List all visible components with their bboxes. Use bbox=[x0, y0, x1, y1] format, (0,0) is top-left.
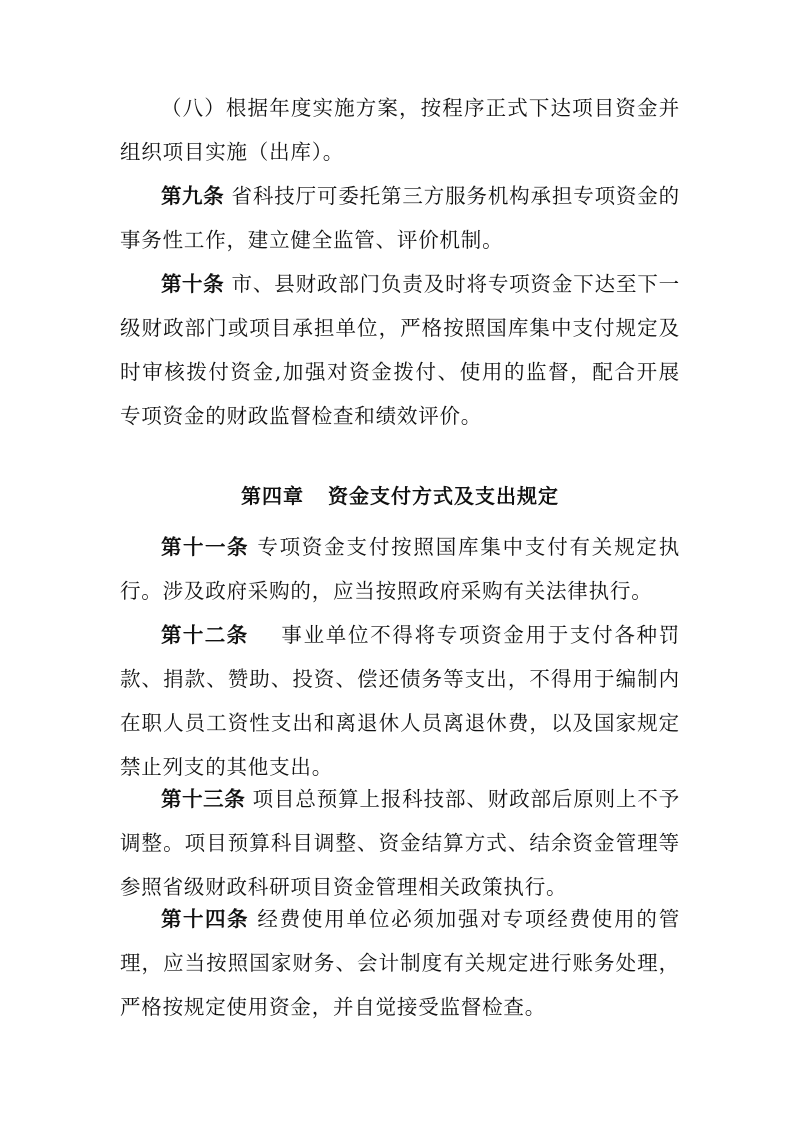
paragraph-item-8-text: （八）根据年度实施方案，按程序正式下达项目资金并组织项目实施（出库）。 bbox=[120, 96, 680, 164]
article-14 bbox=[120, 897, 680, 1029]
article-9-text: 省科技厅可委托第三方服务机构承担专项资金的事务性工作，建立健全监管、评价机制。 bbox=[120, 184, 680, 252]
chapter-heading bbox=[120, 474, 680, 518]
article-12 bbox=[120, 613, 680, 789]
article-9 bbox=[120, 174, 680, 262]
chapter-number: 第四章 bbox=[241, 484, 304, 508]
article-12-label: 第十二条 bbox=[161, 623, 249, 647]
article-12-text: 事业单位不得将专项资金用于支付各种罚款、捐款、赞助、投资、偿还债务等支出，不得用于编制内在职人员工资性支出和离退休人员离退休费，以及国家规定禁止列支的其他支出。 bbox=[120, 623, 681, 779]
article-13-text: 项目总预算上报科技部、财政部后原则上不予调整。项目预算科目调整、资金结算方式、结余资金管理等参照省级财政科研项目资金管理相关政策执行。 bbox=[120, 787, 680, 899]
article-10-label: 第十条 bbox=[161, 272, 225, 296]
article-13-label: 第十三条 bbox=[161, 787, 246, 811]
article-14-label: 第十四条 bbox=[161, 907, 249, 931]
article-10 bbox=[120, 262, 680, 438]
paragraph-item-8 bbox=[120, 86, 680, 174]
article-11-label: 第十一条 bbox=[161, 535, 249, 559]
article-13 bbox=[120, 777, 680, 909]
article-9-label: 第九条 bbox=[161, 184, 225, 208]
article-10-text: 市、县财政部门负责及时将专项资金下达至下一级财政部门或项目承担单位，严格按照国库集中支付规定及时审核拨付资金,加强对资金拨付、使用的监督，配合开展专项资金的财政监督检查和绩效评价。 bbox=[120, 272, 680, 428]
article-11 bbox=[120, 525, 680, 613]
article-14-text: 经费使用单位必须加强对专项经费使用的管理，应当按照国家财务、会计制度有关规定进行账务处理，严格按规定使用资金，并自觉接受监督检查。 bbox=[120, 907, 681, 1019]
chapter-title: 资金支付方式及支出规定 bbox=[328, 484, 559, 508]
article-11-text: 专项资金支付按照国库集中支付有关规定执行。涉及政府采购的，应当按照政府采购有关法律执行。 bbox=[120, 535, 681, 603]
